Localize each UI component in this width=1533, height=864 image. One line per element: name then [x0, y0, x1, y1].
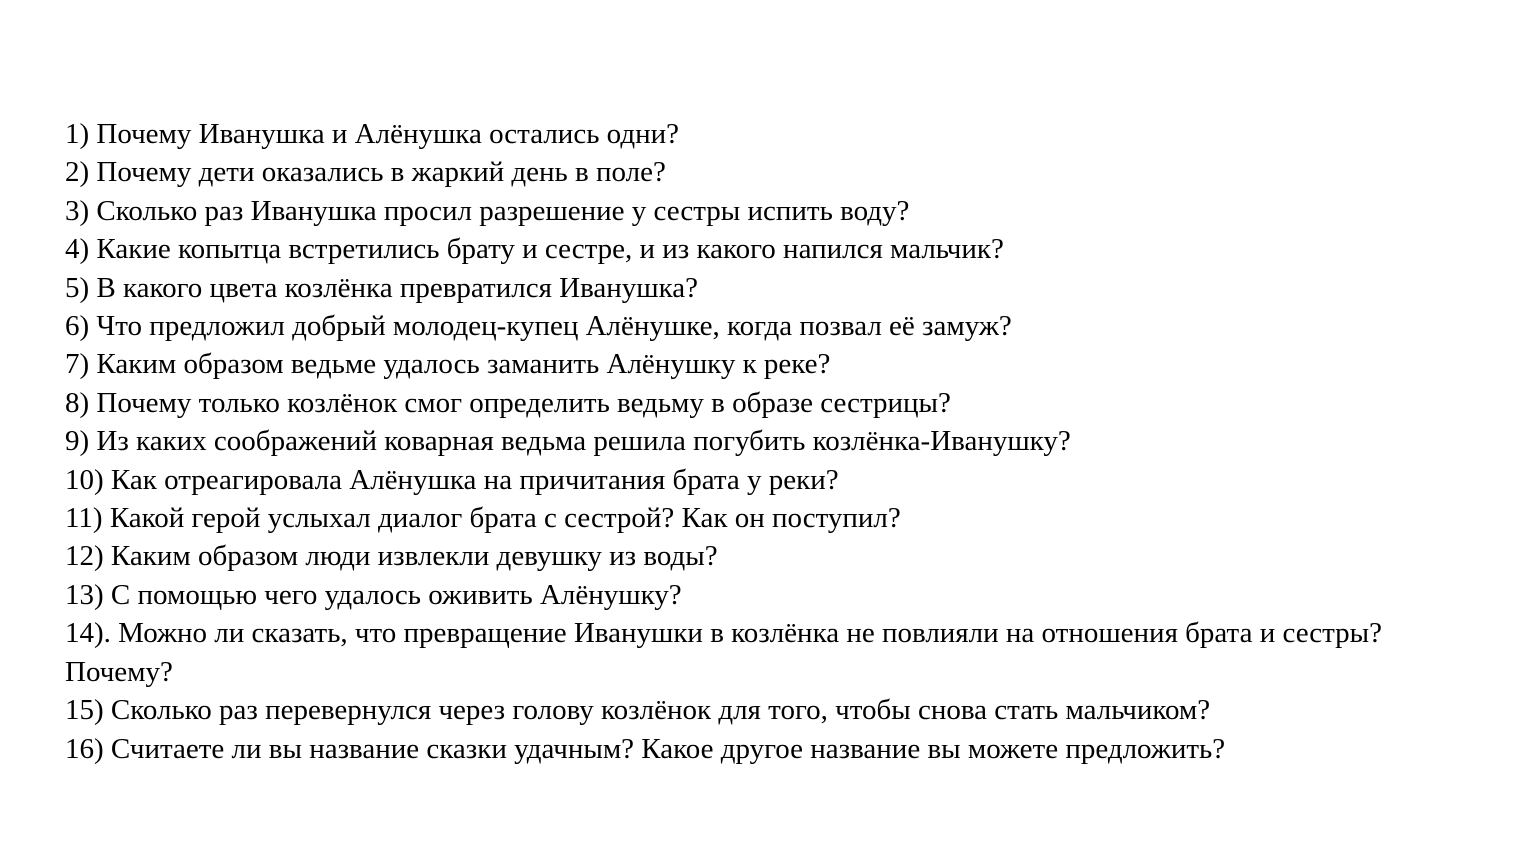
question-5: 5) В какого цвета козлёнка превратился Иванушка?	[65, 271, 699, 304]
question-16: 16) Считаете ли вы название сказки удачным? Какое другое название вы можете предложить?	[65, 732, 1226, 765]
question-1: 1) Почему Иванушка и Алёнушка остались одни?	[65, 118, 679, 150]
question-3: 3) Сколько раз Иванушка просил разрешение у сестры испить воду?	[65, 194, 910, 227]
question-9: 9) Из каких соображений коварная ведьма решила погубить козлёнка-Иванушку?	[65, 425, 1071, 458]
question-11: 11) Какой герой услыхал диалог брата с сестрой? Как он поступил?	[65, 502, 901, 535]
question-12: 12) Каким образом люди извлекли девушку из воды?	[65, 540, 718, 573]
question-10: 10) Как отреагировала Алёнушка на причитания брата у реки?	[65, 463, 839, 496]
question-7: 7) Каким образом ведьме удалось заманить Алёнушку к реке?	[65, 348, 831, 381]
question-2: 2) Почему дети оказались в жаркий день в поле?	[65, 156, 666, 189]
question-13: 13) С помощью чего удалось оживить Алёнушку?	[65, 578, 682, 611]
question-8: 8) Почему только козлёнок смог определить ведьму в образе сестрицы?	[65, 386, 951, 419]
question-4: 4) Какие копытца встретились брату и сестре, и из какого напился мальчик?	[65, 233, 1004, 266]
question-15: 15) Сколько раз перевернулся через голову козлёнок для того, чтобы снова стать мальчиком?	[65, 694, 1211, 727]
question-6: 6) Что предложил добрый молодец-купец Алёнушке, когда позвал её замуж?	[65, 310, 1012, 343]
question-14: 14). Можно ли сказать, что превращение Иванушки в козлёнка не повлияли на отношения брата и сестры? Почему?	[65, 617, 1383, 688]
question-list	[65, 115, 1465, 768]
